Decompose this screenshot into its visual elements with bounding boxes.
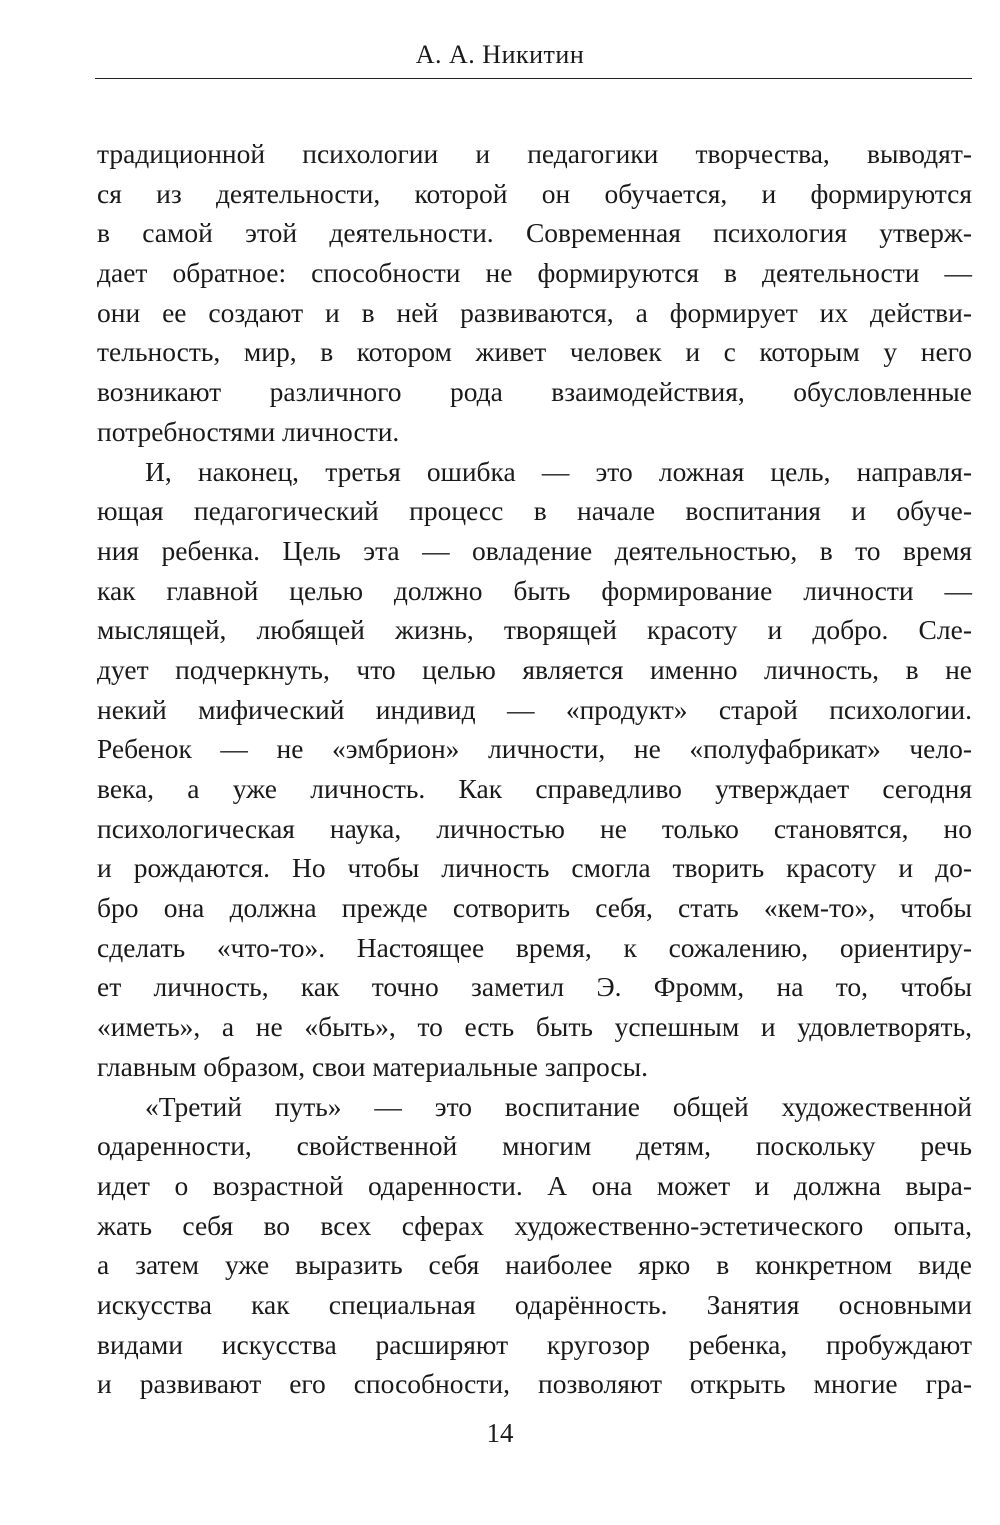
paragraph-3-line: «Третий путь» — это воспитание общей художественной (145, 1090, 972, 1122)
paragraph-2-line: Ребенок — не «эмбрион» личности, не «полуфабрикат» чело- (97, 733, 972, 765)
paragraph-3-line: а затем уже выразить себя наиболее ярко в конкретном виде (97, 1249, 972, 1281)
paragraph-3-line: и развивают его способности, позволяют открыть многие гра- (97, 1368, 972, 1400)
paragraph-2-line: бро она должна прежде сотворить себя, стать «кем-то», чтобы (97, 892, 972, 924)
paragraph-2-line: главным образом, свои материальные запросы. (97, 1050, 648, 1082)
paragraph-2-line: психологическая наука, личностью не только становятся, но (97, 812, 972, 844)
paragraph-1-line: ся из деятельности, которой он обучается, и формируются (97, 177, 972, 209)
paragraph-1-line: в самой этой деятельности. Современная психология утверж- (97, 217, 972, 249)
body-text (97, 134, 972, 1404)
paragraph-2-line: ющая педагогический процесс в начале воспитания и обуче- (97, 495, 972, 527)
paragraph-2-line: века, а уже личность. Как справедливо утверждает сегодня (97, 773, 972, 804)
paragraph-2-line: некий мифический индивид — «продукт» старой психологии. (97, 693, 972, 725)
paragraph-3-line: искусства как специальная одарённость. Занятия основными (97, 1288, 972, 1320)
header-rule (95, 78, 972, 79)
paragraph-2-line: как главной целью должно быть формирование личности — (97, 574, 972, 606)
paragraph-3-line: видами искусства расширяют кругозор ребенка, пробуждают (97, 1328, 972, 1360)
paragraph-3-line: одаренности, свойственной многим детям, поскольку речь (97, 1130, 972, 1162)
paragraph-1-line: традиционной психологии и педагогики творчества, выводят- (97, 138, 972, 169)
paragraph-3-line: жать себя во всех сферах художественно-эстетического опыта, (97, 1209, 972, 1241)
paragraph-2-line: дует подчеркнуть, что целью является именно личность, в не (97, 653, 972, 685)
paragraph-2-line: сделать «что-то». Настоящее время, к сожалению, ориентиру- (97, 931, 972, 963)
paragraph-2-line: ния ребенка. Цель эта — овладение деятельностью, в то время (97, 534, 972, 566)
paragraph-3-line: идет о возрастной одаренности. А она может и должна выра- (97, 1169, 972, 1201)
paragraph-1-line: они ее создают и в ней развиваются, а формирует их действи- (97, 296, 972, 328)
page-number: 14 (486, 1418, 514, 1448)
paragraph-1-line: тельность, мир, в котором живет человек и с которым у него (97, 336, 972, 368)
paragraph-2-line: ет личность, как точно заметил Э. Фромм, на то, чтобы (97, 971, 972, 1003)
paragraph-2-line: мыслящей, любящей жизнь, творящей красоту и добро. Сле- (97, 614, 972, 646)
paragraph-1-line: потребностями личности. (97, 415, 400, 447)
paragraph-2-line: И, наконец, третья ошибка — это ложная цель, направля- (145, 455, 972, 487)
running-header: А. А. Никитин (415, 40, 585, 69)
paragraph-2-line: «иметь», а не «быть», то есть быть успешным и удовлетворять, (97, 1011, 972, 1043)
paragraph-1-line: дает обратное: способности не формируются в деятельности — (97, 257, 972, 289)
paragraph-1-line: возникают различного рода взаимодействия, обусловленные (97, 376, 972, 408)
paragraph-2-line: и рождаются. Но чтобы личность смогла творить красоту и до- (97, 852, 972, 884)
